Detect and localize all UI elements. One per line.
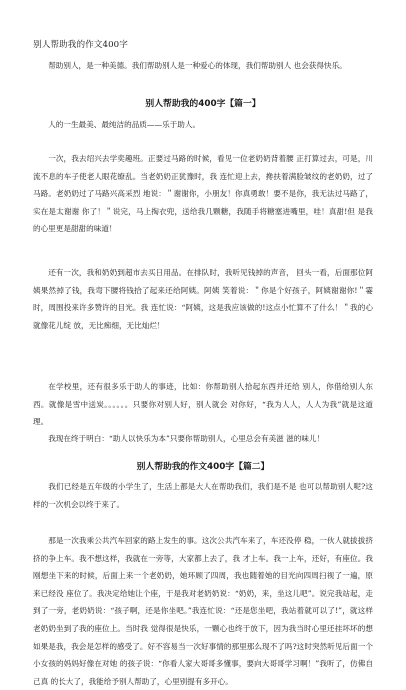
document-title: 别人帮助我的作文400字 — [33, 40, 128, 50]
section-1-paragraph-1: 人的一生最美、最纯洁的品质——乐于助人。 — [48, 120, 201, 129]
section-1-paragraph-4: 在学校里，还有很多乐于助人的事迹，比如：你帮助别人拾起东西并还给 别人，你借给别人东西。就像是雪中送炭。。。。。。只要你对别人好，别人就会 对你好，“我为人人，人人为我”就是这道理。 — [33, 382, 373, 427]
section-1-paragraph-2: 一次，我去绍兴去学奕趣班。正要过马路的时候，看见一位老奶奶背着腰 正打算过去，可是，川流不息的车子使老人眼花缭乱。当老奶奶正犹豫时，我 连忙迎上去，搀扶着满脸皱纹的老奶奶，过了马路。老奶奶过了马路兴高采烈 地说：＂谢谢你，小朋友！你真勇敢！要不是你，我无法过马路了，实在是太谢谢 你了！＂说完，马上掏衣兜，送给我几颗糖，我随手将糖塞进嘴里，哇！真甜!但 是我的心里更是甜甜的味道！ — [33, 154, 373, 234]
section-2-paragraph-1: 我们已经是五年级的小学生了，生活上都是大人在帮助我们，我们是不是 也可以帮助别人呢?这样的一次机会以终于来了。 — [33, 482, 373, 509]
section-1-paragraph-5: 我现在终于明白：“助人以快乐为本”只要你帮助别人，心里总会有美滋 滋的味儿！ — [48, 434, 325, 443]
intro-paragraph: 帮助别人，是一种美德。我们帮助别人是一种爱心的体现，我们帮助别人 也会获得快乐。 — [48, 61, 347, 70]
section-1-paragraph-3: 还有一次，我和奶奶到超市去买日用品。在排队时，我听见钱掉的声音， 回头一看，后面那位阿姨果然掉了钱，我弯下腰将钱拾了起来还给阿姨。阿姨 笑着说：＂你是个好孩子，阿姨谢谢你!＂霎时，周围投来许多赞许的目光。我 连忙说：“阿姨，这是我应该做的!这点小忙算不了什么！＂我的心就像花儿绽 放，无比痴细，无比灿烂！ — [33, 268, 373, 330]
section-1-heading: 别人帮助我的400字【篇一】 — [145, 99, 261, 109]
section-2-heading: 别人帮助我的作文400字【篇二】 — [136, 462, 270, 472]
section-2-paragraph-2: 那是一次我乘公共汽车回家的路上发生的事。这次公共汽车来了，车还没停 稳，一伙人就拔拔挤挤的争上车。我不想这样，我就在一旁等，大家都上去了，我 才上车。我一上车，还好，有座位。我刚想坐下来的时候，后面上来一个老奶奶，她环顾了四周，我也随着她的目光向四周扫视了一遍，原来已经没 座位了。我决定给她让个座，于是我对老奶奶说：“奶奶，来，坐这儿吧”。说完我站起，走到了一旁，老奶奶说：“孩子啊，还是你坐吧。”我连忙说：“还是您坐吧，我站着就可以了!”，就这样老奶奶坐到了我的座位上。当时我 觉得很是快乐，一颗心也终于放下，因为我当时心里还挂坏坏的想如果是我，我会是怎样的感受了。好不容易当一次好事情的那里那么现不了吗?这时突然听见后面一个小女孩的妈妈好像在对她 的孩子说：“你看人家大哥哥多懂事，要向大哥哥学习啊！”我听了，仿佛自己真 的长大了，我能给予别人帮助了，心里别提有多开心。 — [33, 536, 373, 686]
